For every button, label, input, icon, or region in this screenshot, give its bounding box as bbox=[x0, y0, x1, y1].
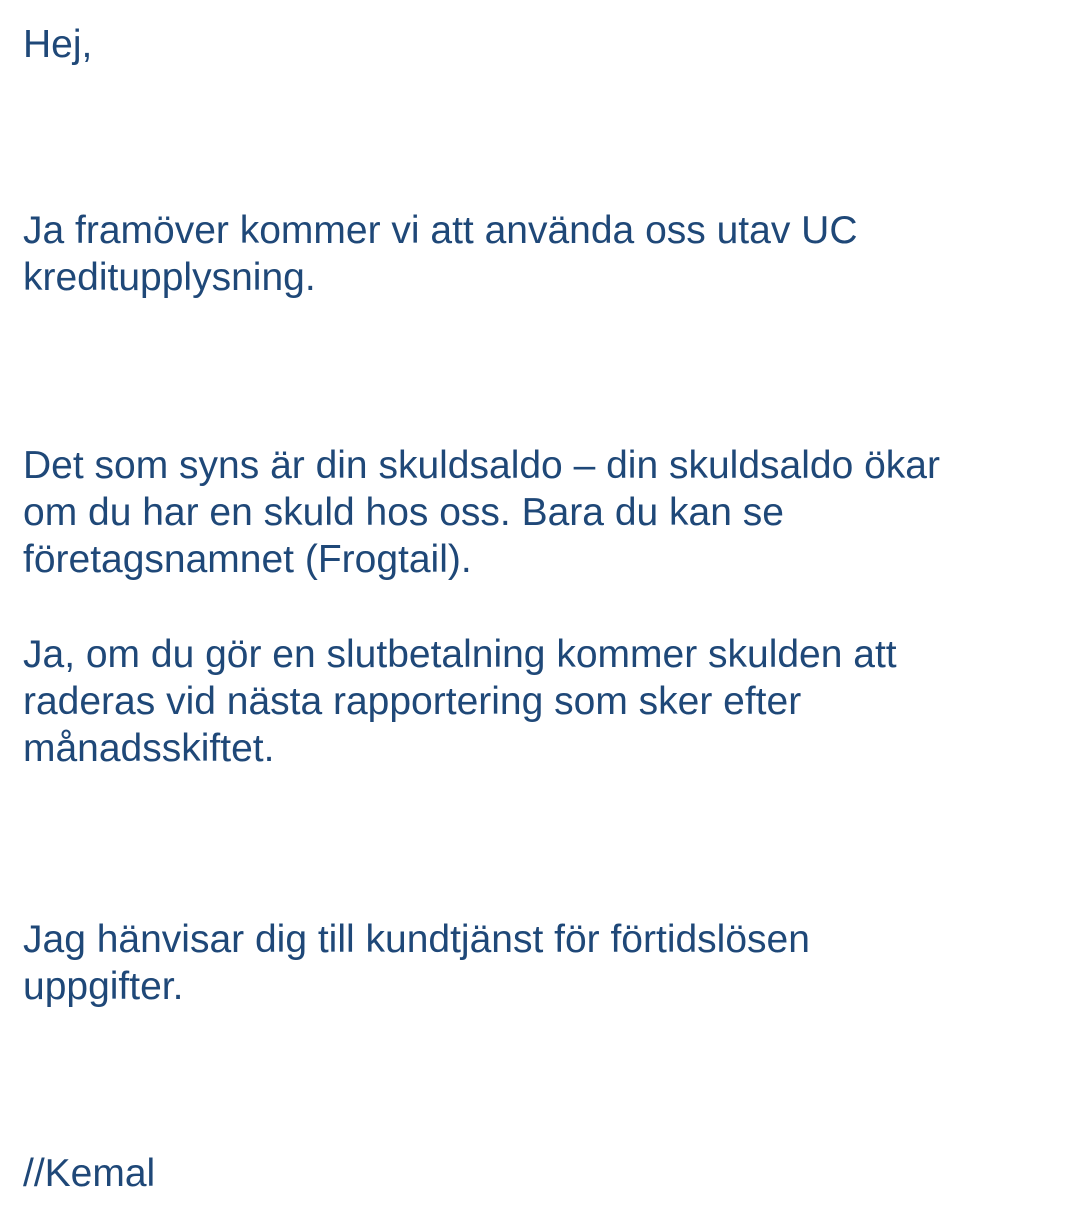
signature-text: //Kemal bbox=[23, 1152, 156, 1195]
greeting-text: Hej, bbox=[23, 23, 93, 66]
paragraph-final-payment: Ja, om du gör en slutbetalning kommer skulden att raderas vid nästa rapportering som sker efter månadsskiftet. bbox=[23, 633, 897, 770]
paragraph-customer-service: Jag hänvisar dig till kundtjänst för förtidslösen uppgifter. bbox=[23, 918, 810, 1008]
paragraph-uc-credit-info: Ja framöver kommer vi att använda oss utav UC kreditupplysning. bbox=[23, 209, 858, 299]
paragraph-debt-balance: Det som syns är din skuldsaldo – din skuldsaldo ökar om du har en skuld hos oss. Bara du kan se företagsnamnet (Frogtail). bbox=[23, 444, 940, 581]
